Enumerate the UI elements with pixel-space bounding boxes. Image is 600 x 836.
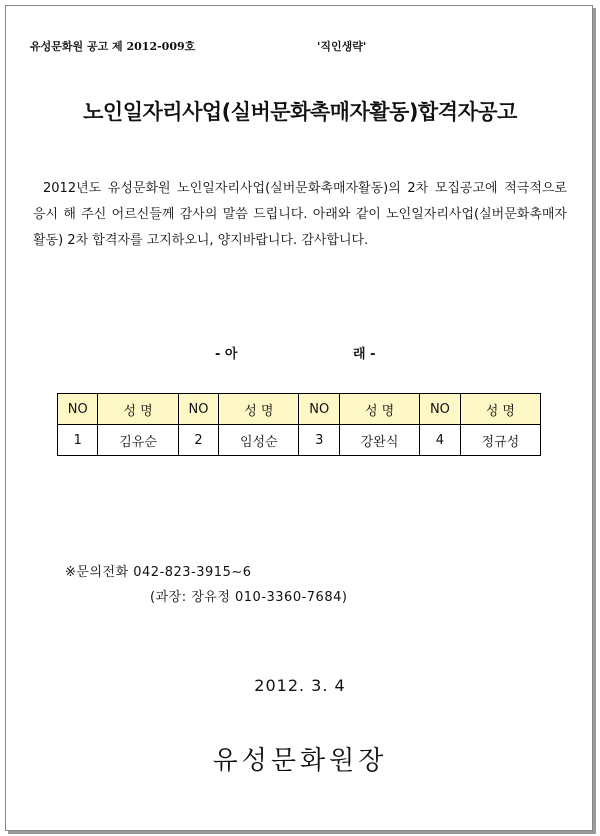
body-paragraph: 2012년도 유성문화원 노인일자리사업(실버문화촉매자활동)의 2차 모집공고에 적극적으로 응시 해 주신 어르신들께 감사의 말씀 드립니다. 아래와 같이 노인일자리사업(실버문화촉매자활동) 2차 합격자를 고지하오니, 양지바랍니다. 감사합니다. — [33, 181, 567, 248]
below-heading-right: 래 - — [353, 347, 376, 362]
header-name: 성 명 — [460, 394, 540, 425]
signatory: 유성문화원장 — [212, 746, 388, 776]
below-heading-left: - 아 — [215, 347, 238, 362]
cell-no: 1 — [58, 425, 98, 456]
notice-date: 2012. 3. 4 — [254, 676, 346, 695]
successful-applicants-table — [57, 393, 541, 456]
header-name: 성 명 — [339, 394, 419, 425]
cell-no: 2 — [178, 425, 218, 456]
header-no: NO — [58, 394, 98, 425]
document-title: 노인일자리사업(실버문화촉매자활동)합격자공고 — [83, 100, 517, 124]
cell-no: 4 — [420, 425, 460, 456]
cell-name: 강완식 — [339, 425, 419, 456]
header-no: NO — [299, 394, 339, 425]
notice-number: 유성문화원 공고 제 2012-009호 — [30, 40, 196, 53]
header-name: 성 명 — [98, 394, 178, 425]
table-row — [58, 425, 541, 456]
header-no: NO — [420, 394, 460, 425]
cell-no: 3 — [299, 425, 339, 456]
cell-name: 김유순 — [98, 425, 178, 456]
header-name: 성 명 — [219, 394, 299, 425]
header-no: NO — [178, 394, 218, 425]
contact-person: (과장: 장유정 010-3360-7684) — [150, 590, 348, 605]
cell-name: 임성순 — [219, 425, 299, 456]
cell-name: 정규성 — [460, 425, 540, 456]
table-header-row — [58, 394, 541, 425]
contact-phone: ※문의전화 042-823-3915~6 — [65, 565, 252, 580]
seal-omitted-label: '직인생략' — [317, 40, 367, 53]
